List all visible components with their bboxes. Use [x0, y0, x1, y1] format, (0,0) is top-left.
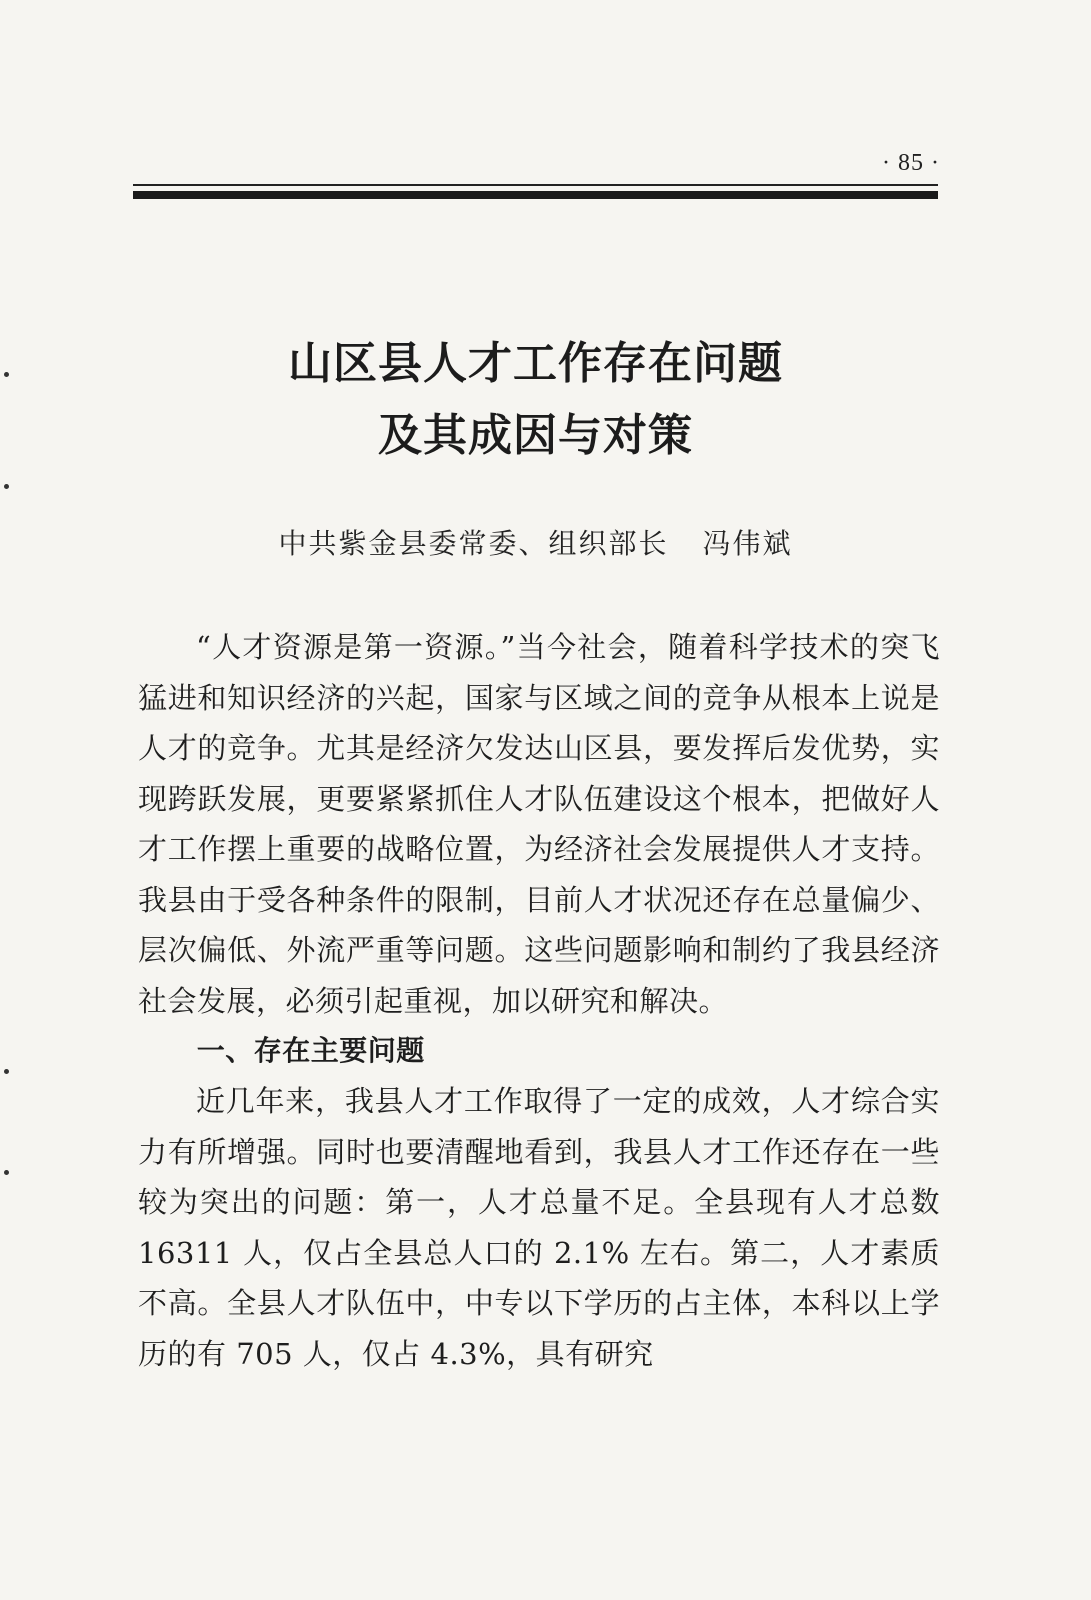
article-body — [138, 622, 940, 1379]
body-paragraph-1: “人才资源是第一资源。”当今社会，随着科学技术的突飞猛进和知识经济的兴起，国家与区域之间的竞争从根本上说是人才的竞争。尤其是经济欠发达山区县，要发挥后发优势，实现跨跃发展，更要紧紧抓住人才队伍建设这个根本，把做好人才工作摆上重要的战略位置，为经济社会发展提供人才支持。我县由于受各种条件的限制，目前人才状况还存在总量偏少、层次偏低、外流严重等问题。这些问题影响和制约了我县经济社会发展，必须引起重视，加以研究和解决。 — [138, 630, 940, 1018]
article-title — [133, 328, 938, 472]
page-number: · 85 · — [882, 150, 940, 176]
author-role: 中共紫金县委常委、组织部长 — [278, 527, 669, 560]
header-rule-thick — [133, 191, 938, 199]
article-title-line-2: 及其成因与对策 — [378, 410, 693, 461]
margin-scan-mark — [4, 1069, 9, 1074]
author-byline — [133, 522, 938, 562]
header-rule-thin — [133, 184, 938, 186]
margin-scan-mark — [4, 1170, 9, 1175]
body-paragraph-2: 近几年来，我县人才工作取得了一定的成效，人才综合实力有所增强。同时也要清醒地看到，我县人才工作还存在一些较为突出的问题：第一，人才总量不足。全县现有人才总数 16311 人，仅占全县总人口的 2.1% 左右。第二，人才素质不高。全县人才队伍中，中专以下学历的占主体，本科以上学历的有 705 人，仅占 4.3%，具有研究 — [138, 1084, 940, 1371]
article-title-line-1: 山区县人才工作存在问题 — [288, 338, 783, 389]
margin-scan-mark — [4, 484, 9, 489]
section-heading-1: 一、存在主要问题 — [196, 1034, 425, 1067]
margin-scan-mark — [4, 372, 9, 377]
author-name: 冯伟斌 — [702, 527, 793, 560]
